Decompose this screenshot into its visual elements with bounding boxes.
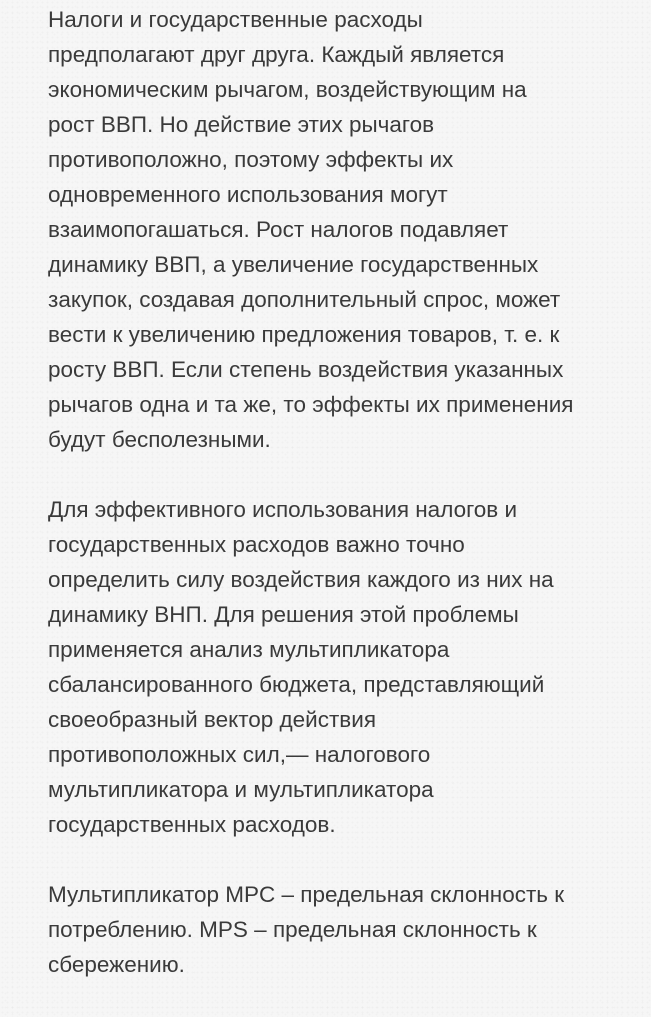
- text-line: потреблению. MPS – предельная склонность к: [48, 917, 537, 942]
- text-line: государственных расходов.: [48, 812, 336, 837]
- text-line: сбалансированного бюджета, представляющий: [48, 672, 545, 697]
- text-line: противоположно, поэтому эффекты их: [48, 147, 454, 172]
- text-line: будут бесполезными.: [48, 427, 271, 452]
- text-line: определить силу воздействия каждого из них на: [48, 567, 554, 592]
- text-line: Для эффективного использования налогов и: [48, 497, 518, 522]
- text-line: своеобразный вектор действия: [48, 707, 376, 732]
- text-line: закупок, создавая дополнительный спрос, может: [48, 287, 561, 312]
- text-line: одновременного использования могут: [48, 182, 448, 207]
- text-line: сбережению.: [48, 952, 185, 977]
- article-text: [48, 2, 638, 1017]
- text-line: рычагов одна и та же, то эффекты их применения: [48, 392, 574, 417]
- text-line: росту ВВП. Если степень воздействия указанных: [48, 357, 564, 382]
- text-line: динамику ВНП. Для решения этой проблемы: [48, 602, 519, 627]
- text-line: государственных расходов важно точно: [48, 532, 465, 557]
- text-line: взаимопогашаться. Рост налогов подавляет: [48, 217, 509, 242]
- text-line: Налоги и государственные расходы: [48, 7, 423, 32]
- text-line: предполагают друг друга. Каждый является: [48, 42, 505, 67]
- paragraph-balanced-budget-multiplier: [48, 492, 638, 842]
- text-line: вести к увеличению предложения товаров, т. е. к: [48, 322, 560, 347]
- text-line: рост ВВП. Но действие этих рычагов: [48, 112, 435, 137]
- text-line: противоположных сил,— налогового: [48, 742, 431, 767]
- text-line: динамику ВВП, а увеличение государственных: [48, 252, 539, 277]
- paragraph-mpc-mps: [48, 877, 638, 982]
- text-line: применяется анализ мультипликатора: [48, 637, 450, 662]
- paragraph-taxes-and-spending: [48, 2, 638, 457]
- text-line: мультипликатора и мультипликатора: [48, 777, 434, 802]
- text-line: Мультипликатор MPC – предельная склонность к: [48, 882, 565, 907]
- text-line: экономическим рычагом, воздействующим на: [48, 77, 527, 102]
